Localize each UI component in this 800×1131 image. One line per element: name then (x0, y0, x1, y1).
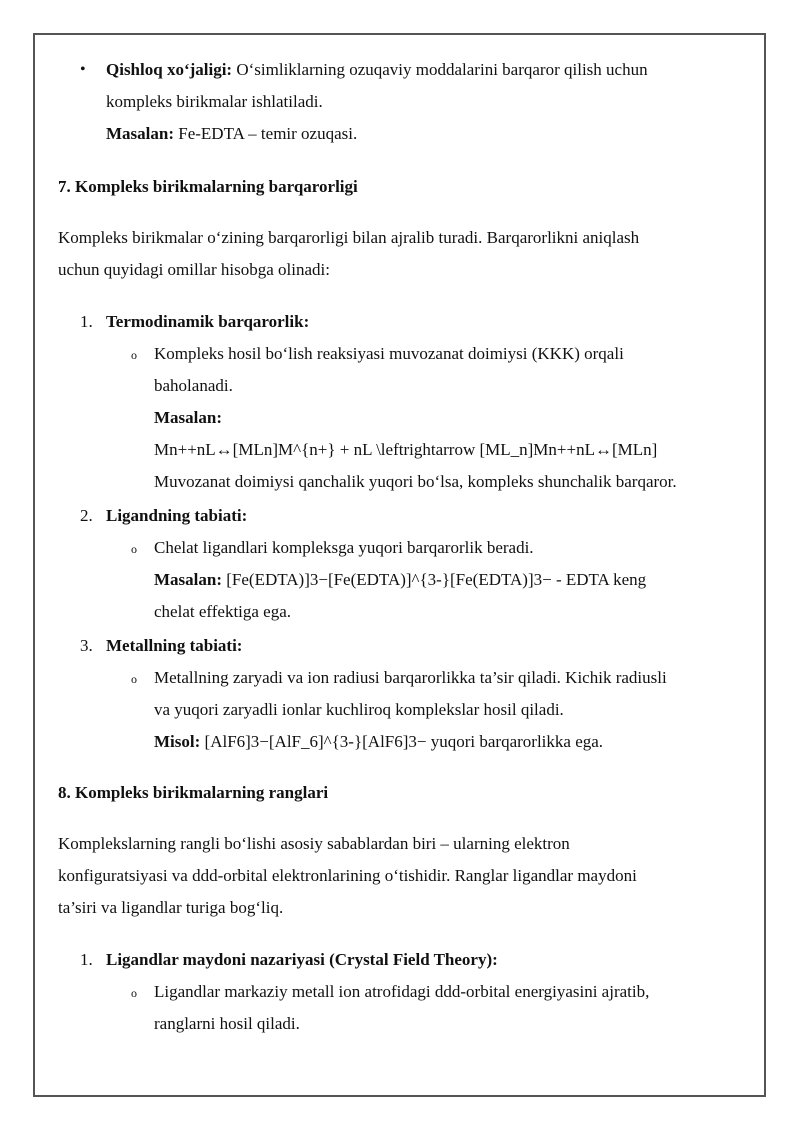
section-8-intro-line-1: Komplekslarning rangli bo‘lishi asosiy sabablardan biri – ularning elektron (58, 834, 570, 853)
bullet-agriculture-example (106, 124, 357, 144)
ligand-example (154, 570, 646, 590)
ligand-example-text: [Fe(EDTA)]3−[Fe(EDTA)]^{3-}[Fe(EDTA)]3− - EDTA keng (222, 570, 647, 589)
crystal-field-text-2: ranglarni hosil qiladi. (154, 1014, 300, 1033)
metal-text-2: va yuqori zaryadli ionlar kuchliroq komplekslar hosil qiladi. (154, 700, 564, 719)
bullet-agriculture-line-1 (106, 60, 648, 80)
thermodynamic-text-2: baholanadi. (154, 376, 233, 395)
ligand-text-3: chelat effektiga ega. (154, 602, 292, 621)
item-title-crystal-field: Ligandlar maydoni nazariyasi (Crystal Field Theory): (106, 950, 498, 969)
list-number: 2. (80, 506, 93, 525)
section-7-intro-line-1: Kompleks birikmalar o‘zining barqarorligi bilan ajralib turadi. Barqarorlikni aniqlash (58, 228, 640, 247)
item-title-thermodynamic: Termodinamik barqarorlik: (106, 312, 310, 331)
item-title-metal: Metallning tabiati: (106, 636, 243, 655)
metal-example-label: Misol: (154, 732, 201, 751)
thermodynamic-example-label: Masalan: (154, 408, 222, 427)
bullet-marker: • (80, 61, 86, 78)
item-title-ligand: Ligandning tabiati: (106, 506, 248, 525)
metal-example-text: [AlF6]3−[AlF_6]^{3-}[AlF6]3− yuqori barqarorlikka ega. (200, 732, 604, 751)
metal-example (154, 732, 603, 752)
thermodynamic-formula: Mn++nL↔[MLn]M^{n+} + nL \leftrightarrow [ML_n]Mn++nL↔[MLn] (154, 440, 658, 459)
example-label: Masalan: (106, 124, 174, 143)
bullet-agriculture-label: Qishloq xo‘jaligi: (106, 60, 233, 79)
sub-bullet-marker: o (131, 672, 137, 686)
section-7-heading: 7. Kompleks birikmalarning barqarorligi (58, 177, 358, 196)
section-8-intro-line-2: konfiguratsiyasi va ddd-orbital elektronlarining o‘tishidir. Ranglar ligandlar maydoni (58, 866, 637, 885)
sub-bullet-marker: o (131, 986, 137, 1000)
ligand-text-1: Chelat ligandlari kompleksga yuqori barqarorlik beradi. (154, 538, 534, 557)
sub-bullet-marker: o (131, 348, 137, 362)
bullet-agriculture-text: O‘simliklarning ozuqaviy moddalarini barqaror qilish uchun (232, 60, 648, 79)
metal-text-1: Metallning zaryadi va ion radiusi barqarorlikka ta’sir qiladi. Kichik radiusli (154, 668, 667, 687)
thermodynamic-text-1: Kompleks hosil bo‘lish reaksiyasi muvozanat doimiysi (KKK) orqali (154, 344, 624, 363)
sub-bullet-marker: o (131, 542, 137, 556)
crystal-field-text-1: Ligandlar markaziy metall ion atrofidagi ddd-orbital energiyasini ajratib, (154, 982, 650, 1001)
ligand-example-label: Masalan: (154, 570, 222, 589)
section-8-intro-line-3: ta’siri va ligandlar turiga bog‘liq. (58, 898, 284, 917)
example-text: Fe-EDTA – temir ozuqasi. (174, 124, 358, 143)
section-8-heading: 8. Kompleks birikmalarning ranglari (58, 783, 329, 802)
list-number: 1. (80, 950, 93, 969)
list-number: 1. (80, 312, 93, 331)
thermodynamic-note: Muvozanat doimiysi qanchalik yuqori bo‘lsa, kompleks shunchalik barqaror. (154, 472, 677, 491)
list-number: 3. (80, 636, 93, 655)
section-7-intro-line-2: uchun quyidagi omillar hisobga olinadi: (58, 260, 330, 279)
bullet-agriculture-line-2: kompleks birikmalar ishlatiladi. (106, 92, 323, 111)
